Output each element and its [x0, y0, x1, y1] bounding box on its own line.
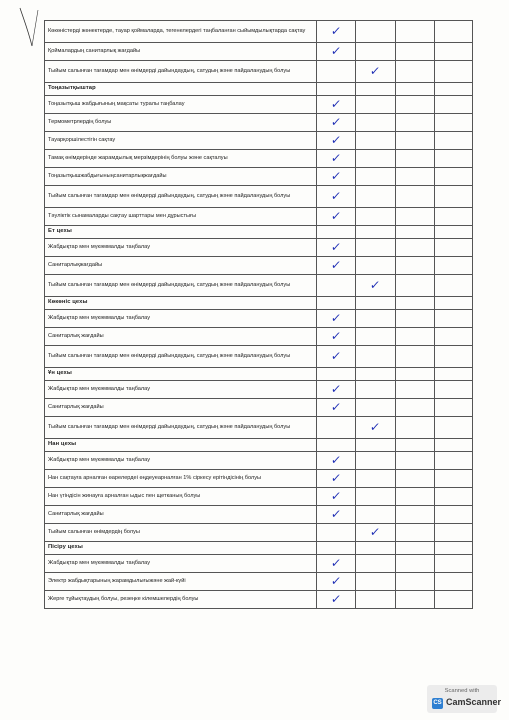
- mark-cell-col-2: [356, 381, 396, 399]
- section-empty-cell: [396, 226, 435, 239]
- checklist-row: [45, 257, 473, 275]
- section-row: [45, 83, 473, 96]
- requirement-text: Санитарлық жағдайы: [45, 399, 317, 417]
- mark-cell-col-1: [317, 132, 356, 150]
- section-row: [45, 368, 473, 381]
- mark-cell-col-3: [396, 417, 435, 439]
- section-empty-cell: [396, 542, 435, 555]
- mark-cell-col-3: [396, 239, 435, 257]
- mark-cell-col-4: [435, 399, 473, 417]
- mark-cell-col-2: [356, 555, 396, 573]
- mark-cell-col-4: [435, 114, 473, 132]
- mark-cell-col-1: [317, 381, 356, 399]
- mark-cell-col-3: [396, 470, 435, 488]
- mark-cell-col-2: [356, 61, 396, 83]
- section-empty-cell: [317, 542, 356, 555]
- mark-cell-col-2: [356, 310, 396, 328]
- handwritten-check-icon: ✓: [329, 399, 343, 414]
- requirement-text: Қоймалардың санитарлық жағдайы: [45, 43, 317, 61]
- requirement-text: Тоңазытқыш жабдығының мақсаты туралы таңбалау: [45, 96, 317, 114]
- mark-cell-col-1: [317, 150, 356, 168]
- mark-cell-col-1: [317, 239, 356, 257]
- mark-cell-col-2: [356, 506, 396, 524]
- checklist-row: [45, 275, 473, 297]
- section-empty-cell: [435, 83, 473, 96]
- mark-cell-col-2: [356, 150, 396, 168]
- mark-cell-col-3: [396, 310, 435, 328]
- section-empty-cell: [435, 226, 473, 239]
- checklist-row: [45, 96, 473, 114]
- mark-cell-col-4: [435, 61, 473, 83]
- handwritten-check-icon: ✓: [329, 239, 343, 254]
- handwritten-check-icon: ✓: [329, 208, 343, 223]
- checklist-row: [45, 506, 473, 524]
- requirement-text: Тамақ өнімдерінде жарамдылық мерзімдерінің болуы және сақталуы: [45, 150, 317, 168]
- mark-cell-col-3: [396, 257, 435, 275]
- requirement-text: Жабдықтар мен мүкәммалды таңбалау: [45, 555, 317, 573]
- checklist-row: [45, 555, 473, 573]
- mark-cell-col-4: [435, 328, 473, 346]
- mark-cell-col-3: [396, 21, 435, 43]
- section-title: Көкөніс цехы: [45, 297, 317, 310]
- section-title: Пісіру цехы: [45, 542, 317, 555]
- mark-cell-col-3: [396, 591, 435, 609]
- mark-cell-col-4: [435, 275, 473, 297]
- mark-cell-col-4: [435, 208, 473, 226]
- mark-cell-col-4: [435, 452, 473, 470]
- mark-cell-col-4: [435, 168, 473, 186]
- mark-cell-col-1: [317, 43, 356, 61]
- mark-cell-col-2: [356, 328, 396, 346]
- mark-cell-col-2: [356, 275, 396, 297]
- requirement-text: Тыйым салынған өнімдердің болуы: [45, 524, 317, 542]
- mark-cell-col-3: [396, 524, 435, 542]
- mark-cell-col-3: [396, 43, 435, 61]
- section-row: [45, 542, 473, 555]
- section-empty-cell: [317, 297, 356, 310]
- mark-cell-col-1: [317, 591, 356, 609]
- handwritten-check-icon: ✓: [329, 23, 343, 38]
- requirement-text: Нан сақтауға арналған өарелердеі өңдеуеарналған 1% сіркесу ерітіндісінің болуы: [45, 470, 317, 488]
- checklist-row: [45, 208, 473, 226]
- section-empty-cell: [317, 83, 356, 96]
- handwritten-check-icon: ✓: [329, 310, 343, 325]
- mark-cell-col-4: [435, 381, 473, 399]
- section-title: Нан цехы: [45, 439, 317, 452]
- handwritten-check-icon: ✓: [329, 452, 343, 467]
- checklist-row: [45, 381, 473, 399]
- requirement-text: Жабдықтар мен мүкәммалды таңбалау: [45, 452, 317, 470]
- handwritten-check-icon: ✓: [329, 96, 343, 111]
- checklist-row: [45, 417, 473, 439]
- mark-cell-col-4: [435, 524, 473, 542]
- checklist-row: [45, 399, 473, 417]
- mark-cell-col-2: [356, 239, 396, 257]
- requirement-text: Тоңазытқышжабдығыныңсанитарлықжағдайы: [45, 168, 317, 186]
- requirement-text: Санитарлық жағдайы: [45, 328, 317, 346]
- handwritten-check-icon: ✓: [369, 419, 382, 434]
- checklist-body: [45, 21, 473, 609]
- checklist-row: [45, 470, 473, 488]
- checklist-row: [45, 61, 473, 83]
- handwritten-check-icon: ✓: [329, 348, 343, 363]
- section-empty-cell: [356, 439, 396, 452]
- section-title: Ұн цехы: [45, 368, 317, 381]
- handwritten-check-icon: ✓: [329, 555, 343, 570]
- handwritten-check-icon: ✓: [329, 257, 343, 272]
- mark-cell-col-1: [317, 573, 356, 591]
- mark-cell-col-4: [435, 488, 473, 506]
- handwritten-check-icon: ✓: [329, 591, 343, 606]
- mark-cell-col-3: [396, 506, 435, 524]
- requirement-text: Санитарлық жағдайы: [45, 506, 317, 524]
- mark-cell-col-2: [356, 524, 396, 542]
- mark-cell-col-2: [356, 132, 396, 150]
- mark-cell-col-2: [356, 573, 396, 591]
- checklist-row: [45, 328, 473, 346]
- checklist-row: [45, 43, 473, 61]
- mark-cell-col-1: [317, 310, 356, 328]
- mark-cell-col-1: [317, 555, 356, 573]
- mark-cell-col-2: [356, 346, 396, 368]
- mark-cell-col-4: [435, 506, 473, 524]
- mark-cell-col-4: [435, 346, 473, 368]
- mark-cell-col-3: [396, 573, 435, 591]
- checklist-row: [45, 573, 473, 591]
- checklist-row: [45, 488, 473, 506]
- mark-cell-col-3: [396, 399, 435, 417]
- requirement-text: Тауарқоршілестігін сақтау: [45, 132, 317, 150]
- requirement-text: Жабдықтар мен мүкәммалды таңбалау: [45, 239, 317, 257]
- mark-cell-col-1: [317, 506, 356, 524]
- mark-cell-col-4: [435, 43, 473, 61]
- mark-cell-col-3: [396, 168, 435, 186]
- mark-cell-col-4: [435, 96, 473, 114]
- section-empty-cell: [435, 297, 473, 310]
- mark-cell-col-3: [396, 61, 435, 83]
- mark-cell-col-1: [317, 275, 356, 297]
- mark-cell-col-3: [396, 96, 435, 114]
- requirement-text: Тыйым салынған тағамдар мен өнімдерді дайындаудың, сатудың және пайдаланудың болуы: [45, 61, 317, 83]
- handwritten-check-icon: ✓: [329, 132, 343, 147]
- mark-cell-col-3: [396, 208, 435, 226]
- mark-cell-col-4: [435, 239, 473, 257]
- mark-cell-col-2: [356, 591, 396, 609]
- checklist-row: [45, 591, 473, 609]
- mark-cell-col-4: [435, 573, 473, 591]
- requirement-text: Жерге тұйықтаудың болуы, резеңке кілемшелердің болуы: [45, 591, 317, 609]
- mark-cell-col-1: [317, 452, 356, 470]
- section-empty-cell: [396, 439, 435, 452]
- mark-cell-col-1: [317, 21, 356, 43]
- mark-cell-col-3: [396, 346, 435, 368]
- mark-cell-col-1: [317, 346, 356, 368]
- requirement-text: Тыйым салынған тағамдар мен өнімдерді дайындаудың, сатудың және пайдаланудың болуы: [45, 186, 317, 208]
- section-empty-cell: [435, 439, 473, 452]
- mark-cell-col-2: [356, 257, 396, 275]
- requirement-text: Тыйым салынған тағамдар мен өнімдерді дайындаудың, сатудың және пайдаланудың болуы: [45, 275, 317, 297]
- handwritten-check-icon: ✓: [329, 328, 343, 343]
- mark-cell-col-3: [396, 488, 435, 506]
- section-row: [45, 297, 473, 310]
- camscanner-logo-icon: CS: [432, 698, 443, 709]
- mark-cell-col-2: [356, 488, 396, 506]
- mark-cell-col-1: [317, 488, 356, 506]
- mark-cell-col-2: [356, 96, 396, 114]
- mark-cell-col-3: [396, 328, 435, 346]
- inspection-checklist-table: [44, 20, 473, 609]
- handwritten-check-icon: ✓: [329, 43, 343, 58]
- mark-cell-col-2: [356, 186, 396, 208]
- mark-cell-col-2: [356, 114, 396, 132]
- mark-cell-col-1: [317, 61, 356, 83]
- mark-cell-col-3: [396, 150, 435, 168]
- section-title: Ет цехы: [45, 226, 317, 239]
- section-empty-cell: [356, 542, 396, 555]
- section-row: [45, 439, 473, 452]
- handwritten-check-icon: ✓: [329, 506, 343, 521]
- handwritten-check-icon: ✓: [329, 150, 343, 165]
- mark-cell-col-3: [396, 452, 435, 470]
- requirement-text: Көкөністерді жөнектерде, тауар қоймаларда, тегенелердегі таңбаланған сыйымдылықтарда сақтау: [45, 21, 317, 43]
- section-empty-cell: [356, 226, 396, 239]
- mark-cell-col-1: [317, 417, 356, 439]
- checklist-row: [45, 21, 473, 43]
- section-empty-cell: [356, 297, 396, 310]
- mark-cell-col-4: [435, 186, 473, 208]
- mark-cell-col-2: [356, 417, 396, 439]
- mark-cell-col-1: [317, 328, 356, 346]
- requirement-text: Санитарлықжағдайы: [45, 257, 317, 275]
- handwritten-check-icon: ✓: [329, 114, 343, 129]
- handwritten-check-icon: ✓: [329, 573, 343, 588]
- mark-cell-col-4: [435, 150, 473, 168]
- mark-cell-col-2: [356, 399, 396, 417]
- requirement-text: Жабдықтар мен мүкәммалды таңбалау: [45, 310, 317, 328]
- mark-cell-col-3: [396, 114, 435, 132]
- mark-cell-col-4: [435, 257, 473, 275]
- checklist-row: [45, 150, 473, 168]
- mark-cell-col-4: [435, 310, 473, 328]
- section-empty-cell: [356, 368, 396, 381]
- requirement-text: Термометрлердің болуы: [45, 114, 317, 132]
- checklist-row: [45, 186, 473, 208]
- checklist-row: [45, 452, 473, 470]
- mark-cell-col-1: [317, 470, 356, 488]
- mark-cell-col-1: [317, 168, 356, 186]
- mark-cell-col-2: [356, 470, 396, 488]
- checklist-row: [45, 114, 473, 132]
- requirement-text: Электр жабдықтарының жарамдылығыжәне жай-күйі: [45, 573, 317, 591]
- checklist-row: [45, 524, 473, 542]
- mark-cell-col-1: [317, 524, 356, 542]
- checklist-row: [45, 239, 473, 257]
- mark-cell-col-4: [435, 591, 473, 609]
- checklist-row: [45, 346, 473, 368]
- mark-cell-col-1: [317, 96, 356, 114]
- mark-cell-col-2: [356, 21, 396, 43]
- section-empty-cell: [396, 83, 435, 96]
- scan-pen-mark: [18, 6, 40, 50]
- handwritten-check-icon: ✓: [369, 524, 382, 539]
- section-title: Тоңазытқыштар: [45, 83, 317, 96]
- requirement-text: Жабдықтар мен мүкәммалды таңбалау: [45, 381, 317, 399]
- section-empty-cell: [317, 368, 356, 381]
- requirement-text: Нан үгіндісін жинауға арналған ыдыс пен щетканың болуы: [45, 488, 317, 506]
- section-empty-cell: [317, 226, 356, 239]
- section-row: [45, 226, 473, 239]
- handwritten-check-icon: ✓: [369, 277, 382, 292]
- mark-cell-col-1: [317, 257, 356, 275]
- requirement-text: Тыйым салынған тағамдар мен өнімдерді дайындаудың, сатудың және пайдаланудың болуы: [45, 346, 317, 368]
- section-empty-cell: [317, 439, 356, 452]
- section-empty-cell: [435, 368, 473, 381]
- mark-cell-col-2: [356, 168, 396, 186]
- mark-cell-col-4: [435, 555, 473, 573]
- mark-cell-col-4: [435, 21, 473, 43]
- section-empty-cell: [396, 368, 435, 381]
- handwritten-check-icon: ✓: [329, 381, 343, 396]
- handwritten-check-icon: ✓: [369, 63, 382, 78]
- mark-cell-col-4: [435, 132, 473, 150]
- requirement-text: Тыйым салынған тағамдар мен өнімдерді дайындаудың, сатудың және пайдаланудың болуы: [45, 417, 317, 439]
- badge-caption: Scanned with: [444, 688, 480, 694]
- mark-cell-col-3: [396, 555, 435, 573]
- mark-cell-col-3: [396, 275, 435, 297]
- mark-cell-col-1: [317, 114, 356, 132]
- mark-cell-col-2: [356, 43, 396, 61]
- section-empty-cell: [356, 83, 396, 96]
- checklist-row: [45, 132, 473, 150]
- mark-cell-col-2: [356, 208, 396, 226]
- mark-cell-col-1: [317, 399, 356, 417]
- section-empty-cell: [435, 542, 473, 555]
- requirement-text: Тәуліктік сынамаларды сақтау шарттары мен дұрыстығы: [45, 208, 317, 226]
- camscanner-badge: [427, 685, 502, 713]
- mark-cell-col-4: [435, 470, 473, 488]
- mark-cell-col-3: [396, 381, 435, 399]
- mark-cell-col-3: [396, 186, 435, 208]
- badge-brand-name: CamScanner: [446, 697, 502, 707]
- checklist-row: [45, 168, 473, 186]
- handwritten-check-icon: ✓: [329, 488, 343, 503]
- handwritten-check-icon: ✓: [329, 168, 343, 183]
- mark-cell-col-3: [396, 132, 435, 150]
- checklist-row: [45, 310, 473, 328]
- mark-cell-col-2: [356, 452, 396, 470]
- section-empty-cell: [396, 297, 435, 310]
- handwritten-check-icon: ✓: [329, 470, 343, 485]
- mark-cell-col-1: [317, 208, 356, 226]
- handwritten-check-icon: ✓: [329, 188, 343, 203]
- mark-cell-col-4: [435, 417, 473, 439]
- mark-cell-col-1: [317, 186, 356, 208]
